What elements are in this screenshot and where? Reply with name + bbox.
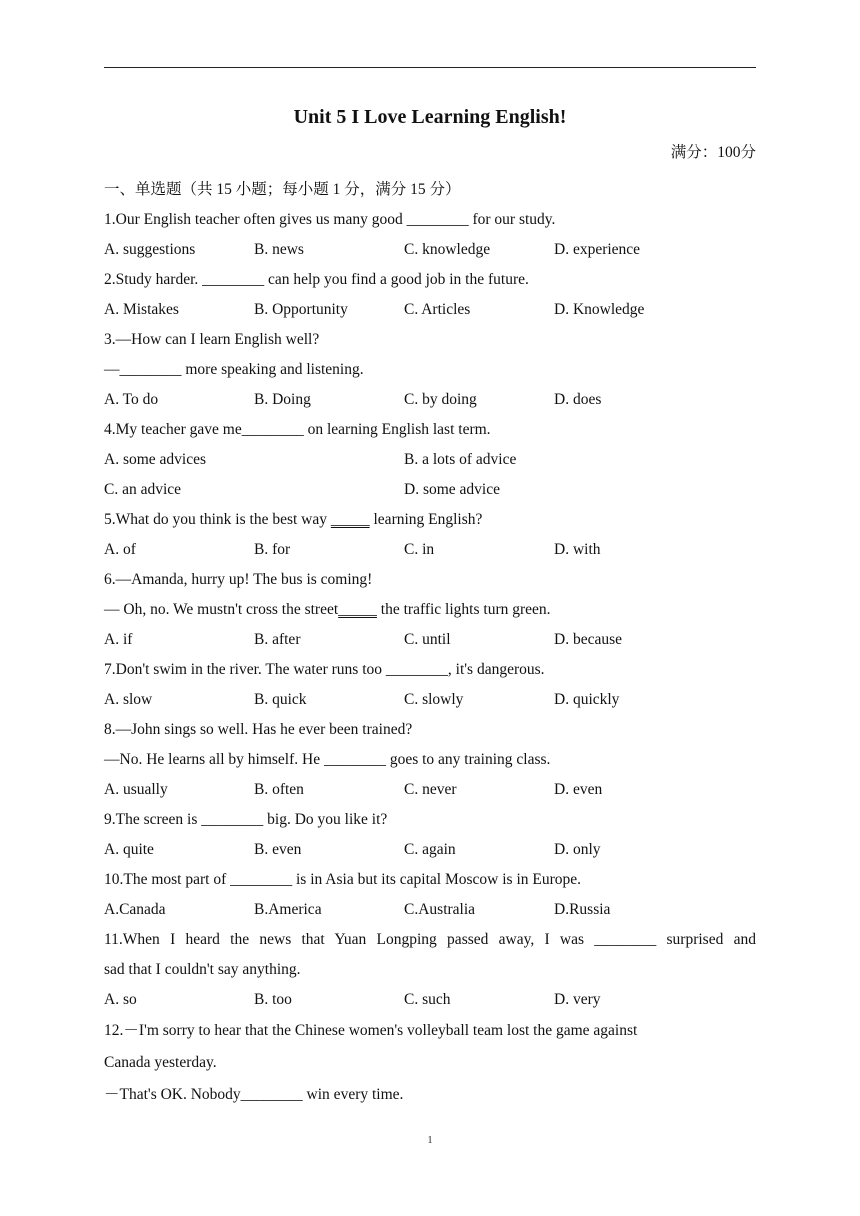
answer-option: B. often bbox=[254, 781, 304, 798]
answer-option: D. some advice bbox=[404, 481, 500, 498]
page-title: Unit 5 I Love Learning English! bbox=[293, 106, 567, 128]
answer-option: A. slow bbox=[104, 691, 153, 708]
answer-option: C. until bbox=[404, 631, 451, 648]
question-stem-line bbox=[104, 595, 756, 625]
answer-option: D. experience bbox=[554, 241, 641, 258]
answer-option: D. Knowledge bbox=[554, 301, 645, 318]
answer-option: D.Russia bbox=[554, 901, 611, 918]
stem-text: — Oh, no. We mustn't cross the street bbox=[104, 601, 339, 618]
answer-options bbox=[104, 985, 756, 1015]
stem-text: 5.What do you think is the best way bbox=[104, 511, 327, 528]
answer-blank: _____ bbox=[338, 601, 377, 618]
answer-option: B. Doing bbox=[254, 391, 311, 408]
score-line: 满分：100分 bbox=[670, 144, 756, 161]
answer-option: D. only bbox=[554, 841, 601, 858]
answer-options bbox=[104, 475, 756, 505]
question-stem: 8.—John sings so well. Has he ever been trained? bbox=[104, 721, 413, 738]
answer-options bbox=[104, 385, 756, 415]
answer-option: D. quickly bbox=[554, 691, 620, 708]
answer-option: B. news bbox=[254, 241, 304, 258]
answer-option: D. does bbox=[554, 391, 602, 408]
exam-content bbox=[104, 175, 756, 1111]
question-stem: 3.—How can I learn English well? bbox=[104, 331, 320, 348]
answer-option: B. quick bbox=[254, 691, 307, 708]
answer-option: C. an advice bbox=[104, 481, 182, 498]
answer-options bbox=[104, 295, 756, 325]
question-stem: 6.—Amanda, hurry up! The bus is coming! bbox=[104, 571, 373, 588]
header-rule bbox=[104, 67, 756, 68]
answer-option: D. because bbox=[554, 631, 622, 648]
answer-option: A. usually bbox=[104, 781, 168, 798]
answer-option: A. so bbox=[104, 991, 137, 1008]
answer-option: C. such bbox=[404, 991, 451, 1008]
question-stem-line: Canada yesterday. bbox=[104, 1054, 217, 1071]
question-stem: 7.Don't swim in the river. The water runs too ________, it's dangerous. bbox=[104, 661, 545, 678]
stem-text: the traffic lights turn green. bbox=[380, 601, 551, 618]
question-stem: 2.Study harder. ________ can help you find a good job in the future. bbox=[104, 271, 529, 288]
answer-option: B.America bbox=[254, 901, 322, 918]
answer-option: B. after bbox=[254, 631, 301, 648]
answer-option: B. for bbox=[254, 541, 291, 558]
answer-option: A. quite bbox=[104, 841, 154, 858]
question-stem bbox=[104, 505, 756, 535]
answer-blank: _____ bbox=[330, 511, 370, 528]
answer-options bbox=[104, 235, 756, 265]
question-stem: 10.The most part of ________ is in Asia but its capital Moscow is in Europe. bbox=[104, 871, 582, 888]
answer-option: B. Opportunity bbox=[254, 301, 348, 318]
answer-options bbox=[104, 895, 756, 925]
answer-option: A. suggestions bbox=[104, 241, 196, 258]
answer-option: A. Mistakes bbox=[104, 301, 179, 318]
question-stem-line: －That's OK. Nobody________ win every time. bbox=[104, 1086, 404, 1103]
answer-option: A. if bbox=[104, 631, 133, 648]
answer-options bbox=[104, 685, 756, 715]
answer-options bbox=[104, 835, 756, 865]
answer-option: A.Canada bbox=[104, 901, 166, 918]
answer-option: D. very bbox=[554, 991, 601, 1008]
answer-option: D. even bbox=[554, 781, 603, 798]
answer-option: C. again bbox=[404, 841, 456, 858]
answer-option: A. To do bbox=[104, 391, 159, 408]
question-stem: 4.My teacher gave me________ on learning English last term. bbox=[104, 421, 491, 438]
section-heading: 一、单选题（共 15 小题；每小题 1 分，满分 15 分） bbox=[104, 181, 461, 198]
question-stem: 11.When I heard the news that Yuan Longping passed away, I was ________ surprised and bbox=[104, 931, 756, 948]
question-stem: 9.The screen is ________ big. Do you like it? bbox=[104, 811, 388, 828]
answer-option: C. knowledge bbox=[404, 241, 491, 258]
answer-options bbox=[104, 625, 756, 655]
answer-options bbox=[104, 535, 756, 565]
answer-option: C. Articles bbox=[404, 301, 471, 318]
answer-options bbox=[104, 775, 756, 805]
answer-option: D. with bbox=[554, 541, 601, 558]
answer-option: C. in bbox=[404, 541, 435, 558]
stem-text: learning English? bbox=[373, 511, 483, 528]
answer-option: B. too bbox=[254, 991, 292, 1008]
answer-option: C. never bbox=[404, 781, 457, 798]
answer-option: C. by doing bbox=[404, 391, 477, 408]
answer-options bbox=[104, 445, 756, 475]
question-stem: 1.Our English teacher often gives us many good ________ for our study. bbox=[104, 211, 556, 228]
question-stem-line: —________ more speaking and listening. bbox=[104, 361, 364, 378]
answer-option: C. slowly bbox=[404, 691, 464, 708]
question-stem-line: sad that I couldn't say anything. bbox=[104, 961, 301, 978]
answer-option: B. a lots of advice bbox=[404, 451, 517, 468]
question-stem-line: —No. He learns all by himself. He ________ goes to any training class. bbox=[104, 751, 551, 768]
answer-option: A. of bbox=[104, 541, 136, 558]
page-number: 1 bbox=[427, 1134, 433, 1146]
question-stem: 12.－I'm sorry to hear that the Chinese women's volleyball team lost the game against bbox=[104, 1022, 638, 1039]
answer-option: C.Australia bbox=[404, 901, 476, 918]
answer-option: B. even bbox=[254, 841, 302, 858]
answer-option: A. some advices bbox=[104, 451, 207, 468]
